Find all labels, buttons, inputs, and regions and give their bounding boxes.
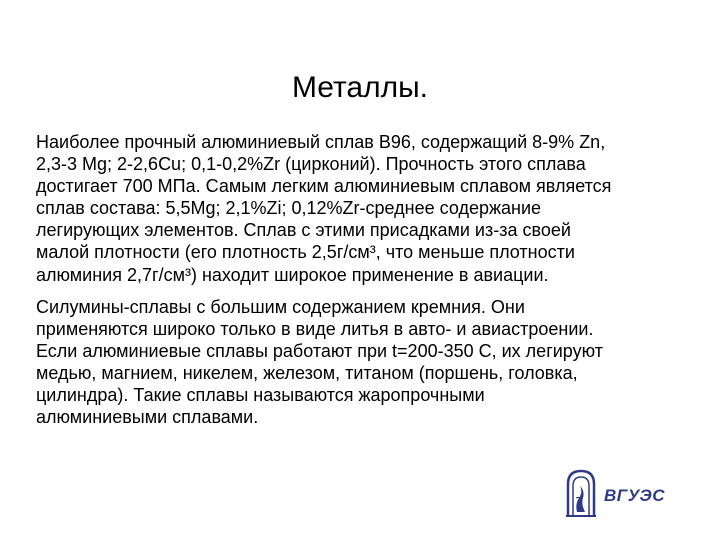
logo-text: ВГУЭС <box>604 486 665 505</box>
paragraph-silumins: Силумины-сплавы с большим содержанием кремния. Они применяются широко только в виде литья в авто- и авиастроении. Если алюминиевые сплавы работают при t=200-350 С, их легируют медью, магнием, никелем, железом, титаном (поршень, головка, цилиндра). Такие сплавы называются жаропрочными алюминиевыми сплавами. <box>36 296 603 428</box>
university-logo <box>562 468 672 518</box>
paragraph-high-strength-alloys: Наиболее прочный алюминиевый сплав В96, содержащий 8-9% Zn, 2,3-3 Mg; 2-2,6Cu; 0,1-0,2%Zr (цирконий). Прочность этого сплава достигает 700 МПа. Самым легким алюминиевым сплавом является сплав состава: 5,5Mg; 2,1%Zi; 0,12%Zr-среднее содержание легирующих элементов. Сплав с этими присадками из-за своей малой плотности (его плотность 2,5г/см³, что меньше плотности алюминия 2,7г/см³) находит широкое применение в авиации. <box>36 132 612 285</box>
slide-body <box>36 131 686 428</box>
university-emblem-icon <box>564 468 598 518</box>
slide-title: Металлы. <box>291 71 428 105</box>
